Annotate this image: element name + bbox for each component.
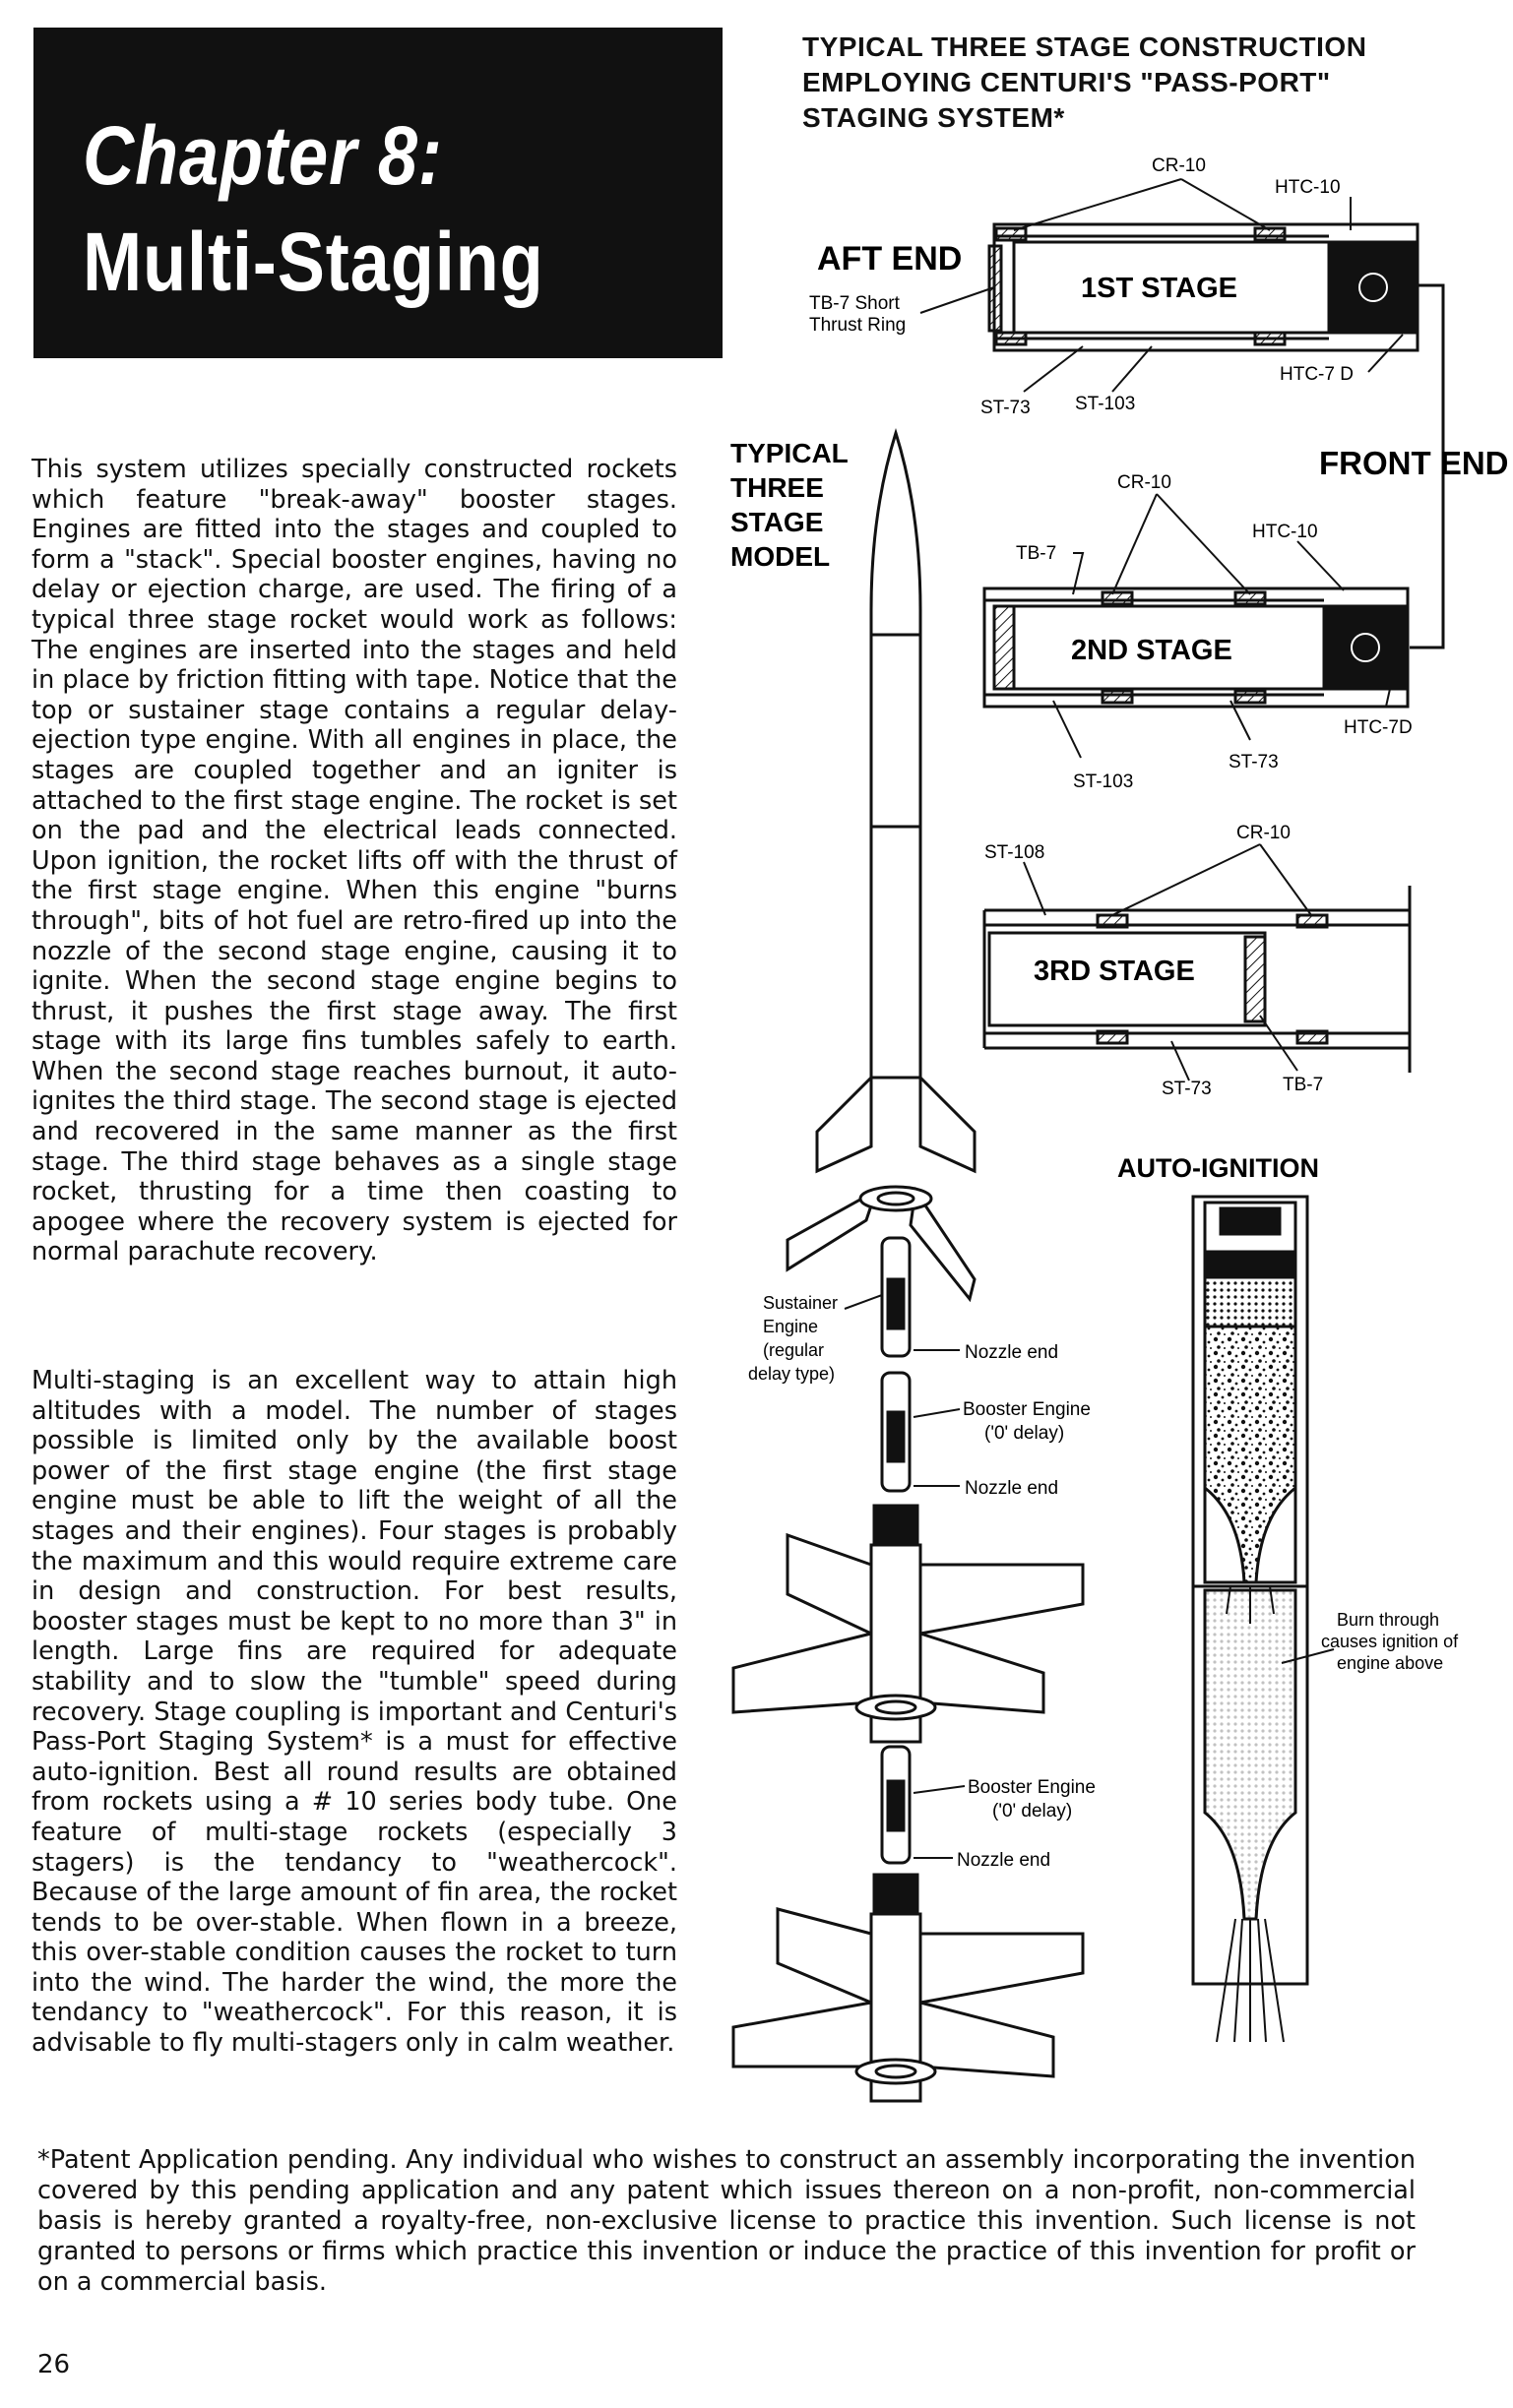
nozzle-end-label-1: Nozzle end (965, 1342, 1059, 1363)
booster-2-label-2: ('0' delay) (992, 1801, 1073, 1821)
diagram-caption-line2: EMPLOYING CENTURI'S "PASS-PORT" (802, 67, 1331, 97)
stage3-tb7-label: TB-7 (1283, 1075, 1324, 1095)
chapter-number: Chapter 8: (83, 109, 443, 202)
thrust-ring-label: Thrust Ring (809, 315, 907, 336)
tb7-short-label: TB-7 Short (809, 293, 900, 314)
sustainer-label-4: delay type) (748, 1364, 836, 1384)
sustainer-label-2: Engine (763, 1317, 819, 1336)
stage1-htc10-label: HTC-10 (1275, 177, 1341, 198)
booster-1-label-1: Booster Engine (963, 1399, 1091, 1420)
stage2-st103-label: ST-103 (1073, 772, 1134, 792)
sustainer-label-1: Sustainer (763, 1293, 839, 1313)
stage2-cr10-label: CR-10 (1117, 472, 1171, 493)
booster-engine-2-drawing (882, 1747, 910, 1863)
paragraph-staging-system: This system utilizes specially constructed rockets which feature "break-away" booster stages. Engines are fitted into the stages and coupled to form a "stack". Special booster engines, having no delay or ejection charge, are used. The firing of a typical three stage rocket would work as follows: The engines are inserted into the stages and held in place by friction fitting with tape. Notice that the top or sustainer stage contains a regular delay-ejection type engine. With all engines in place, the stages are coupled together and an igniter is attached to the first stage engine. The rocket is set on the pad and the electrical leads connected. Upon ignition, the rocket lifts off with the thrust of the first stage engine. When this engine "burns through", bits of hot fuel are retro-fired up into the nozzle of the second stage engine, causing it to ignite. When the second stage engine begins to thrust, it pushes the first stage away. The first stage with its large fins tumbles safely to earth. When the second stage reaches burnout, it auto-ignites the third stage. The second stage is ejected and recovered in the same manner as the first stage. The third stage behaves as a single stage rocket, thrusting for a time then coasting to apogee where the recovery system is ejected for normal parachute recovery. (32, 455, 677, 1267)
nozzle-end-label-2: Nozzle end (965, 1478, 1059, 1499)
stage1-st73-label: ST-73 (980, 398, 1031, 418)
stage3-st108-label: ST-108 (984, 842, 1045, 863)
auto-ignition-title: AUTO-IGNITION (1117, 1153, 1319, 1183)
stage3-label: 3RD STAGE (1034, 956, 1195, 987)
chapter-title: Multi-Staging (83, 216, 544, 308)
booster-1-label-2: ('0' delay) (984, 1423, 1065, 1444)
model-title-line4: MODEL (730, 541, 831, 572)
aft-end-label: AFT END (817, 240, 963, 278)
stage2-label: 2ND STAGE (1071, 635, 1232, 666)
sustainer-label-3: (regular (763, 1340, 825, 1360)
model-title-line3: STAGE (730, 507, 824, 537)
stage2-htc7d-label: HTC-7D (1344, 717, 1413, 738)
first-stage-booster-drawing (733, 1875, 1083, 2101)
stage1-cr10-label: CR-10 (1152, 155, 1206, 176)
stage1-st103-label: ST-103 (1075, 394, 1136, 414)
front-end-label: FRONT END (1319, 445, 1509, 481)
nozzle-end-label-3: Nozzle end (957, 1850, 1051, 1871)
burn-through-label-3: engine above (1337, 1653, 1444, 1673)
stage3-st73-label: ST-73 (1162, 1079, 1212, 1099)
stage1-label: 1ST STAGE (1081, 273, 1237, 304)
stage2-st73-label: ST-73 (1229, 752, 1279, 772)
booster-2-label-1: Booster Engine (968, 1777, 1096, 1798)
paragraph-multi-staging: Multi-staging is an excellent way to attain high altitudes with a model. The number of stages possible is limited only by the available boost power of the first stage engine (the first stage engine must be able to lift the weight of all the stages and their engines). Four stages is probably the maximum and this would require extreme care in design and construction. For best results, booster stages must be kept to no more than 3" in length. Large fins are required for adequate stability and to slow the "tumble" speed during recovery. Stage coupling is important and Centuri's Pass-Port Staging System* is a must for effective auto-ignition. Best all round results are obtained from rockets using a # 10 series body tube. One feature of multi-stage rockets (especially 3 stagers) is the tendancy to "weathercock". Because of the large amount of fin area, the rocket tends to be over-stable. When flown in a breeze, this over-stable condition causes the rocket to turn into the wind. The harder the wind, the more the tendancy to "weathercock". For this reason, it is advisable to fly multi-stagers only in calm weather. (32, 1366, 677, 2059)
stage2-htc10-label: HTC-10 (1252, 522, 1318, 542)
diagram-caption-line1: TYPICAL THREE STAGE CONSTRUCTION (802, 31, 1367, 62)
model-title-line1: TYPICAL (730, 438, 849, 468)
auto-ignition-diagram (1193, 1197, 1334, 2042)
stage2-tb7-label: TB-7 (1016, 543, 1057, 564)
stage3-cr10-label: CR-10 (1236, 823, 1291, 843)
stage1-htc7d-label: HTC-7 D (1280, 364, 1354, 385)
page-number: 26 (37, 2350, 71, 2379)
patent-footnote: *Patent Application pending. Any individual who wishes to construct an assembly incorporating the invention covered by this pending application and any patent which issues thereon on a non-profit, non-commercial basis is hereby granted a royalty-free, non-exclusive license to practice this invention. Such license is not granted to persons or firms which practice this invention or induce the practice of this invention for profit or on a commercial basis. (37, 2145, 1416, 2297)
burn-through-label-2: causes ignition of (1321, 1632, 1459, 1651)
second-stage-booster-drawing (733, 1506, 1083, 1742)
diagram-caption-line3: STAGING SYSTEM* (802, 102, 1065, 133)
model-title-line2: THREE (730, 472, 824, 503)
burn-through-label-1: Burn through (1337, 1610, 1440, 1630)
booster-engine-1-drawing (882, 1373, 910, 1491)
